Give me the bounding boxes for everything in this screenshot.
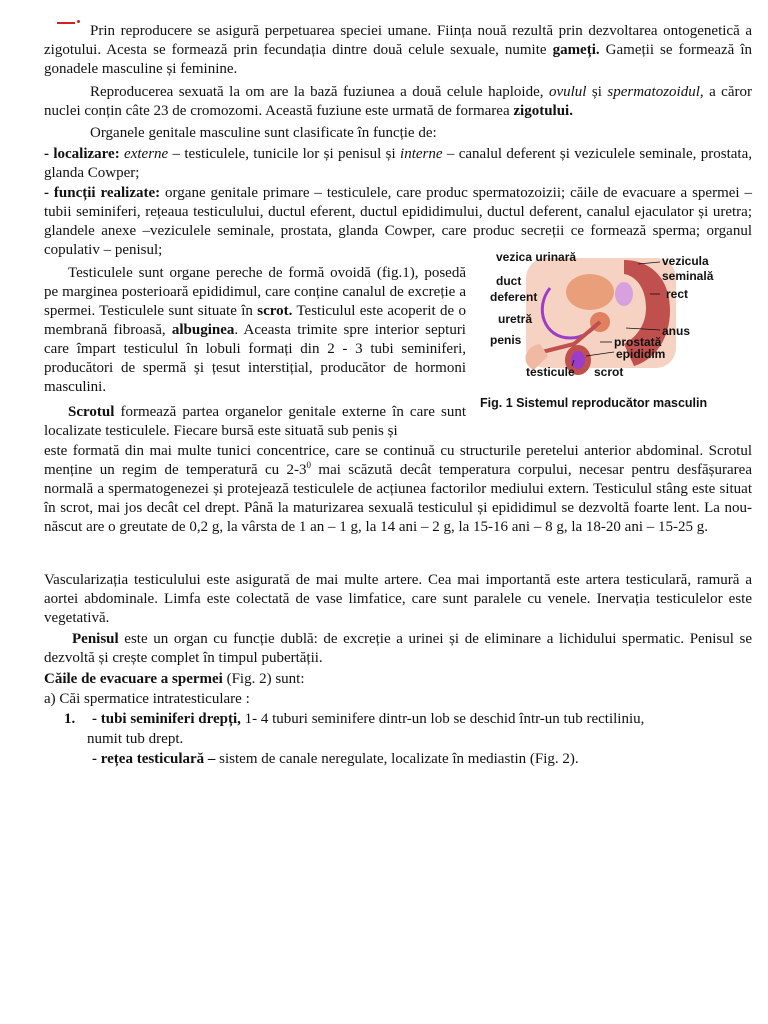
paragraph-scrot-start: Scrotul formează partea organelor genitale externe în care sunt localizate testiculele. Fiecare bursă este situată sub penis și xyxy=(44,404,466,439)
label-seminala: seminală xyxy=(662,269,714,283)
paragraph-functions: - funcții realizate: organe genitale primare – testiculele, care produc spermatozoizii; căile de evacuare a spermei – tubii seminiferi, rețeaua testiculului, ductul eferent, ductul epididimului, ductul deferent, canalul ejaculator și uretra; glandele anexe –veziculele seminale, prostata, glanda Cowper, care produc secreții ce formează sperma; organul copulativ – penisul; xyxy=(44,185,752,258)
label-vezicula: vezicula xyxy=(662,254,709,268)
label-anus: anus xyxy=(662,324,691,338)
label-vezica-urinara: vezica urinară xyxy=(496,250,577,264)
label-penis: penis xyxy=(490,333,522,347)
paragraph-fusion: Reproducerea sexuată la om are la bază fuziunea a două celule haploide, ovulul și spermatozoidul, a căror nuclei conțin câte 23 de cromozomi. Această fuziune este urmată de formarea zigotului. xyxy=(44,84,752,119)
paragraph-scrot-rest: este formată din mai multe tunici concentrice, care se continuă cu structurile peretelui anterior abdominal. Scrotul menține un regim de temperatură cu $2-3^0$ mai scăzută decât temperatura corpului, necesar pentru desfășurarea normală a spermatogenezei și protejează testiculele de acțiunea factorilor mediului extern. Testiculul stâng este situat în scrot, mai jos decât cel drept. Până la maturizarea sexuală testiculul și epididimul se dezvoltă foarte lent. La nou-născut are o greutate de 0,2 g, la vârsta de 1 an – 1 g, la 14 ani – 2 g, la 15-16 ani – 8 g, la 18-20 ani – 15-25 g. xyxy=(44,443,752,535)
paragraph-intratesticular: a) Căi spermatice intratesticulare : xyxy=(44,691,250,707)
paragraph-classification: Organele genitale masculine sunt clasificate în funcție de: xyxy=(90,125,437,141)
list-item-number: 1. xyxy=(64,711,76,727)
label-duct: duct xyxy=(496,274,522,288)
label-epididim: epididim xyxy=(616,347,666,361)
list-item-retea: - rețea testiculară – sistem de canale neregulate, localizate în mediastin (Fig. 2). xyxy=(92,751,579,767)
paragraph-testicles: Testiculele sunt organe pereche de formă ovoidă (fig.1), posedă pe marginea posterioară epididimul, care conține canalul de excreție a spermei. Testiculele sunt situate în scrot. Testiculul este acoperit de o membrană fibroasă, albuginea. Aceasta trimite spre interior septuri care împart testiculul în lobuli formați din 2 - 3 tubi seminiferi, producători de spermă și țesut interstițial, producător de hormoni masculini. xyxy=(44,265,467,395)
list-item-tubi-cont: numit tub drept. xyxy=(87,731,184,747)
bladder-shape xyxy=(566,274,614,310)
label-rect: rect xyxy=(666,287,689,301)
label-prostata: prostată xyxy=(614,335,662,349)
list-item-tubi: - tubi seminiferi drepți, 1- 4 tuburi seminifere dintr-un lob se deschid într-un tub rectiliniu, xyxy=(92,711,645,727)
paragraph-pathways: Căile de evacuare a spermei (Fig. 2) sunt: xyxy=(44,671,305,687)
seminal-vesicle-shape xyxy=(615,282,633,306)
figure-caption: Fig. 1 Sistemul reproducător masculin xyxy=(480,396,708,410)
label-uretra: uretră xyxy=(498,312,533,326)
paragraph-penis: Penisul este un organ cu funcție dublă: de excreție a urinei și de eliminare a lichidului spermatic. Penisul se dezvoltă și crește complet în timpul pubertății. xyxy=(44,631,752,666)
label-testicule: testicule xyxy=(526,365,575,379)
paragraph-localization: - localizare: externe – testiculele, tunicile lor și penisul și interne – canalul deferent și veziculele seminale, prostata, glanda Cowper; xyxy=(44,146,753,181)
paragraph-intro: Prin reproducere se asigură perpetuarea speciei umane. Ființa nouă rezultă prin dezvoltarea ontogenetică a zigotului. Acesta se formează prin fecundația dintre două celule sexuale, numite gameți. Gameții se formează în gonadele masculine și feminine. xyxy=(44,23,752,77)
label-deferent: deferent xyxy=(490,290,538,304)
label-scrot: scrot xyxy=(594,365,624,379)
paragraph-vascularization: Vascularizația testiculului este asigurată de mai multe artere. Cea mai importantă este artera testiculară, ramură a aortei abdominale. Limfa este colectată de vase limfatice, care sunt paralele cu venele. Inervația testiculelor este vegetativă. xyxy=(44,572,752,626)
